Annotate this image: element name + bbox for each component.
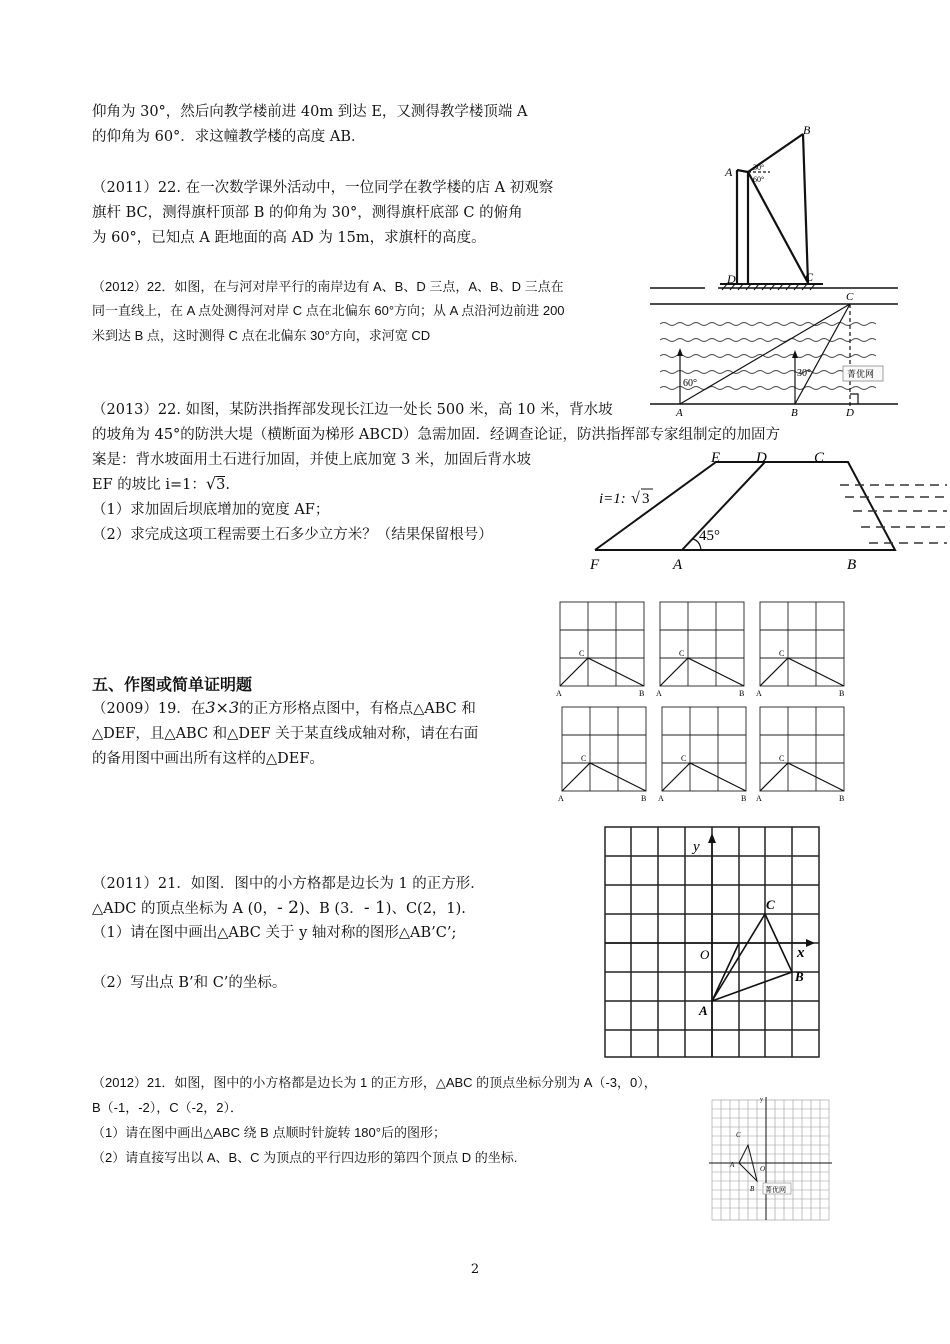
- p2012-22-line2: 同一直线上，在 A 点处测得河对岸 C 点在北偏东 60°方向；从 A 点沿河边前进 200: [92, 303, 565, 318]
- coord-b: )、B (3．: [299, 901, 364, 917]
- angle-60: 60°: [753, 175, 765, 184]
- label-c: C: [766, 897, 775, 912]
- label-b: B: [839, 794, 845, 803]
- label-d: D: [756, 450, 767, 466]
- label-c: C: [679, 649, 685, 658]
- figure-coord-2011: [603, 825, 823, 1060]
- grid-fig-4: [557, 703, 652, 805]
- p2011-21-q2: （2）写出点 B’和 C’的坐标。: [92, 975, 287, 991]
- watermark-badge: 菁优网: [847, 370, 875, 380]
- p2011-21-q1: （1）请在图中画出△ABC 关于 y 轴对称的图形△AB’C’;: [92, 925, 457, 941]
- label-b: B: [847, 557, 857, 573]
- p2011-21-line2: [92, 897, 466, 920]
- angle-60: 60°: [683, 378, 697, 389]
- p2013-22-q2: （2）求完成这项工程需要土石多少立方米？（结果保留根号）: [92, 527, 493, 543]
- p2009-19-line2: △DEF，且△ABC 和△DEF 关于某直线成轴对称，请在右面: [92, 726, 479, 742]
- origin-label: O: [760, 1165, 766, 1173]
- page-number: 2: [470, 1262, 480, 1277]
- label-a: A: [756, 689, 762, 698]
- p2013-22-line2: 的坡角为 45°的防洪大堤（横断面为梯形 ABCD）急需加固．经调查论证，防洪指挥部专家组制定的加固方: [92, 427, 781, 443]
- origin-label: O: [700, 947, 710, 962]
- coord-a: △ADC 的顶点坐标为 A (0，: [92, 901, 278, 917]
- label-e: E: [711, 450, 721, 466]
- p2011-22-line1: （2011）22. 在一次数学课外活动中，一位同学在教学楼的店 A 初观察: [92, 180, 554, 196]
- label-a: A: [699, 1003, 708, 1018]
- label-b: B: [839, 689, 845, 698]
- coord-a-y: - 2: [277, 898, 299, 918]
- watermark-badge: 菁优网: [765, 1186, 786, 1194]
- label-a: A: [656, 689, 662, 698]
- axis-y-label: y: [760, 1097, 763, 1103]
- p2011-22-line3: 为 60°，已知点 A 距地面的高 AD 为 15m，求旗杆的高度。: [92, 230, 486, 246]
- label-b: B: [639, 689, 645, 698]
- label-c: C: [846, 291, 854, 303]
- figure-dam: [585, 445, 947, 575]
- label-a: A: [673, 557, 683, 573]
- p2012-21-q1: （1）请在图中画出△ABC 绕 B 点顺时针旋转 180°后的图形；: [92, 1125, 446, 1140]
- label-a: A: [676, 407, 683, 419]
- p2012-21-line1: （2012）21．如图，图中的小方格都是边长为 1 的正方形，△ABC 的顶点坐标分别为 A（-3，0），: [92, 1075, 657, 1090]
- figure-coord-2012: [708, 1095, 833, 1223]
- label-b: B: [739, 689, 745, 698]
- label-a: A: [756, 794, 762, 803]
- p2009-19-line1: [92, 697, 476, 720]
- p2013-22-line4: EF 的坡比 i=1：√3.: [92, 474, 230, 493]
- label-b: B: [750, 1185, 755, 1193]
- coord-c: )、C(2，1).: [385, 901, 466, 917]
- label-d: D: [727, 272, 736, 286]
- p2011-21-line1: （2011）21．如图．图中的小方格都是边长为 1 的正方形．: [92, 876, 485, 892]
- label-b: B: [791, 407, 798, 419]
- label-b: B: [803, 123, 811, 137]
- slope-ratio-text: EF 的坡比 i=1：: [92, 477, 206, 493]
- label-c: C: [579, 649, 585, 658]
- label-a: A: [725, 165, 733, 179]
- label-c: C: [581, 754, 587, 763]
- grid-size-math: 3×3: [205, 698, 240, 717]
- label-c: C: [736, 1131, 741, 1139]
- label-d: D: [846, 407, 854, 419]
- label-c: C: [779, 649, 785, 658]
- label-f: F: [590, 557, 600, 573]
- angle-30: 30°: [753, 163, 765, 172]
- label-c: C: [814, 450, 825, 466]
- label-b: B: [741, 794, 747, 803]
- label-b: B: [641, 794, 647, 803]
- figure-river: [650, 282, 898, 417]
- p2012-22-line3: 米到达 B 点，这时测得 C 点在北偏东 30°方向，求河宽 CD: [92, 328, 431, 343]
- label-c: C: [681, 754, 687, 763]
- sqrt-operand: 3: [216, 477, 226, 493]
- p2012-22-line1: （2012）22．如图，在与河对岸平行的南岸边有 A、B、D 三点，A、B、D 三点在: [92, 279, 564, 294]
- figure-flagpole: [715, 120, 830, 290]
- grid-fig-1: [555, 598, 650, 700]
- angle-45: 45°: [699, 528, 720, 544]
- problem-intro-line2: 的仰角为 60°．求这幢教学楼的高度 AB．: [92, 129, 366, 145]
- p2013-22-q1: （1）求加固后坝底增加的宽度 AF；: [92, 502, 330, 518]
- p2009-19-rest: 的正方形格点图中，有格点△ABC 和: [239, 701, 476, 717]
- angle-30: 30°: [797, 368, 811, 379]
- axis-y-label: y: [693, 839, 700, 855]
- axis-x-label: x: [797, 945, 805, 961]
- p2013-22-line1: （2013）22. 如图，某防洪指挥部发现长江边一处长 500 米，高 10 米，背水坡: [92, 402, 613, 418]
- label-a: A: [730, 1161, 735, 1169]
- label-c: C: [779, 754, 785, 763]
- p2012-21-q2: （2）请直接写出以 A、B、C 为顶点的平行四边形的第四个顶点 D 的坐标.: [92, 1150, 518, 1165]
- grid-fig-3: [755, 598, 850, 700]
- p2009-19-prefix: （2009）19．在: [92, 701, 206, 717]
- p2012-21-line2: B（-1，-2），C（-2，2）．: [92, 1100, 243, 1115]
- label-a: A: [556, 689, 562, 698]
- label-a: A: [558, 794, 564, 803]
- p2013-22-line3: 案是：背水坡面用土石进行加固，并使上底加宽 3 米，加固后背水坡: [92, 452, 531, 468]
- grid-fig-6: [755, 703, 850, 805]
- period: .: [225, 477, 230, 493]
- label-a: A: [658, 794, 664, 803]
- p2011-22-line2: 旗杆 BC，测得旗杆顶部 B 的仰角为 30°，测得旗杆底部 C 的俯角: [92, 205, 523, 221]
- label-c: C: [805, 270, 814, 284]
- grid-fig-5: [657, 703, 752, 805]
- problem-intro-line1: 仰角为 30°，然后向教学楼前进 40m 到达 E，又测得教学楼顶端 A: [92, 104, 528, 120]
- slope-root: 3: [642, 491, 650, 507]
- slope-label: i=1:: [599, 491, 626, 507]
- p2009-19-line3: 的备用图中画出所有这样的△DEF。: [92, 751, 324, 767]
- section-title: 五、作图或简单证明题: [92, 675, 253, 694]
- sqrt-sign: √: [631, 490, 640, 507]
- label-b: B: [795, 969, 804, 984]
- grid-fig-2: [655, 598, 750, 700]
- coord-b-y: - 1: [363, 898, 386, 918]
